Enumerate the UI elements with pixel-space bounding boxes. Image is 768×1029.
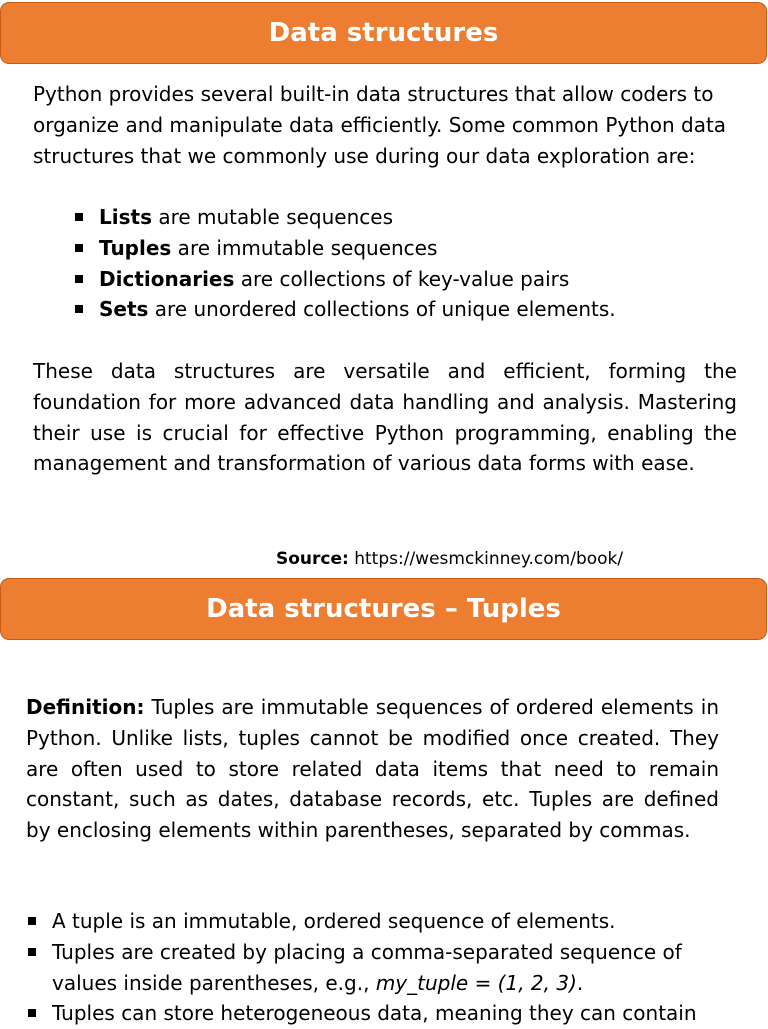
definition-label: Definition: <box>26 695 145 719</box>
list-item <box>73 233 737 264</box>
list-item-term: Dictionaries <box>99 266 235 291</box>
outro-paragraph: These data structures are versatile and efficient, forming the foundation for more advanced data handling and analysis. Mastering their use is crucial for effective Python programming, enabling the management and transformation of various data forms with ease. <box>33 359 737 476</box>
list-item-text: . <box>576 970 584 995</box>
section-title-banner <box>0 2 767 64</box>
list-item-text: A tuple is an immutable, ordered sequence of elements. <box>52 909 616 933</box>
definition-text: Tuples are immutable sequences of ordered elements in Python. Unlike lists, tuples cannot be modified once created. They are often used to store related data items that need to remain constant, such as dates, database records, etc. Tuples are defined by enclosing elements within parentheses, separated by commas. <box>26 695 719 843</box>
source-label: Source: <box>276 549 349 569</box>
list-item-term: Lists <box>99 205 152 229</box>
list-item-text: Tuples are created by placing a comma-separated sequence of values inside parentheses, e.g., <box>52 939 682 995</box>
definition-paragraph <box>26 692 719 846</box>
list-item <box>73 202 737 233</box>
section-title: Data structures – Tuples <box>206 594 561 624</box>
list-item-text: are unordered collections of unique elements. <box>148 297 616 322</box>
source-citation <box>276 546 756 572</box>
list-item <box>73 264 737 295</box>
list-item-text: Tuples can store heterogeneous data, meaning they can contain <box>52 1001 697 1026</box>
source-url: https://wesmckinney.com/book/ <box>348 549 624 569</box>
section-title: Data structures <box>268 18 499 48</box>
data-structures-list <box>73 202 737 325</box>
section-title-banner <box>0 578 767 640</box>
list-item <box>73 294 737 325</box>
list-item-term: Tuples <box>99 235 172 260</box>
code-example: my_tuple = (1, 2, 3) <box>375 970 577 995</box>
list-item-text: are mutable sequences <box>151 205 393 229</box>
list-item-term: Sets <box>99 297 149 322</box>
intro-paragraph: Python provides several built-in data structures that allow coders to organize and manipulate data efficiently. Some common Python data structures that we commonly use during our data exploration are: <box>33 82 727 168</box>
list-item <box>26 998 719 1029</box>
list-item <box>26 937 719 999</box>
list-item <box>26 906 719 937</box>
list-item-text: are immutable sequences <box>171 235 438 260</box>
tuple-facts-list <box>26 906 719 1029</box>
list-item-text: are collections of key-value pairs <box>234 266 570 291</box>
